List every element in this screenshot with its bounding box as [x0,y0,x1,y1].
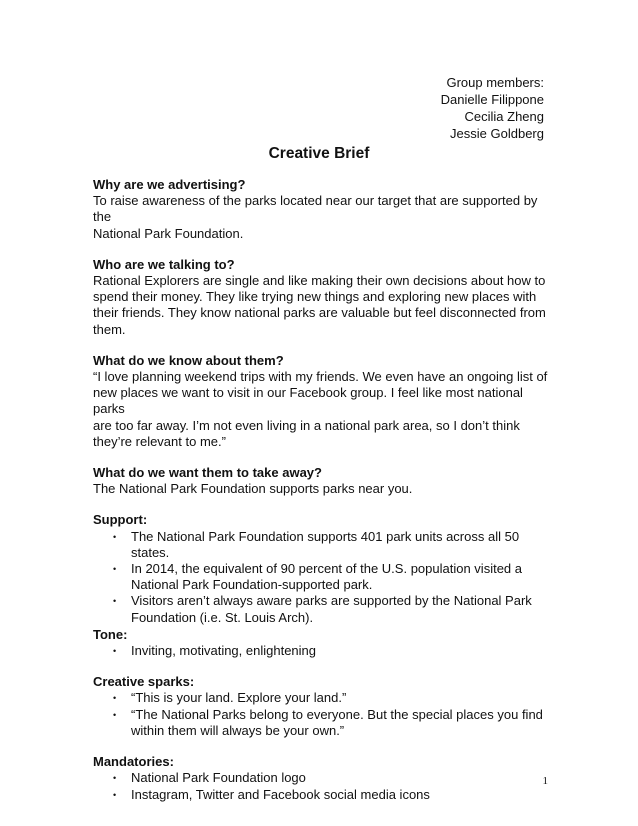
answer-line: To raise awareness of the parks located near our target that are supported by the [93,193,538,225]
list-item-line: “The National Parks belong to everyone. But the special places you find [131,706,543,722]
list-item-line: “This is your land. Explore your land.” [131,690,347,706]
bullet-icon: • [113,564,117,575]
list-item-line: Instagram, Twitter and Facebook social media icons [131,786,430,802]
document-title: Creative Brief [268,145,370,162]
list-item-line: Visitors aren’t always aware parks are supported by the National Park [131,593,532,609]
bullet-icon: • [113,596,117,607]
bullet-list [93,690,553,739]
bullet-icon: • [113,531,117,542]
bullet-icon: • [113,646,117,657]
list-item [93,770,553,786]
list-heading: Creative sparks: [93,674,195,690]
list-item [93,561,553,593]
bullet-icon: • [113,709,117,720]
section-question: What do we know about them? [93,352,284,368]
list-item-line: within them will always be your own.” [131,722,345,738]
list-item-line: Foundation (i.e. St. Louis Arch). [131,609,314,625]
answer-line: they’re relevant to me.” [93,433,226,449]
list-item-line: Inviting, motivating, enlightening [131,643,317,659]
list-heading: Support: [93,512,148,528]
bullet-list [93,770,553,802]
list-heading: Tone: [93,626,128,642]
section-support [93,512,553,625]
answer-line: The National Park Foundation supports parks near you. [93,481,413,497]
page-number: 1 [542,775,548,787]
member-name: Jessie Goldberg [450,126,544,141]
section-tone [93,627,553,659]
section-what-we-know [93,353,553,450]
list-item-line: In 2014, the equivalent of 90 percent of the U.S. population visited a [131,561,522,577]
list-item-line: National Park Foundation-supported park. [131,577,373,593]
answer-line: spend their money. They like trying new things and exploring new places with [93,289,537,305]
answer-line: them. [93,321,126,337]
bullet-icon: • [113,693,117,704]
bullet-list [93,643,553,659]
list-item-line: The National Park Foundation supports 401 park units across all 50 states. [131,528,520,560]
answer-line: Rational Explorers are single and like making their own decisions about how to [93,273,546,289]
answer-line: “I love planning weekend trips with my friends. We even have an ongoing list of [93,369,548,385]
list-item [93,529,553,561]
answer-line: their friends. They know national parks are valuable but feel disconnected from [93,305,546,321]
answer-line: new places we want to visit in our Facebook group. I feel like most national parks [93,385,523,417]
bullet-icon: • [113,789,117,800]
list-item [93,593,553,625]
document-body [93,177,553,818]
bullet-list [93,529,553,626]
list-item [93,787,553,803]
list-item [93,707,553,739]
member-name: Danielle Filippone [440,92,544,107]
answer-line: are too far away. I’m not even living in a national park area, so I don’t think [93,417,520,433]
list-heading: Mandatories: [93,754,174,770]
group-members [441,74,544,142]
group-members-heading: Group members: [446,75,544,90]
member-name: Cecilia Zheng [464,109,544,124]
answer-line: National Park Foundation. [93,225,244,241]
section-question: Who are we talking to? [93,256,235,272]
section-who-talking-to [93,257,553,338]
section-takeaway [93,465,553,497]
section-mandatories [93,754,553,803]
section-why-advertising [93,177,553,242]
bullet-icon: • [113,773,117,784]
section-creative-sparks [93,674,553,739]
section-question: Why are we advertising? [93,177,246,192]
list-item [93,690,553,706]
list-item-line: National Park Foundation logo [131,770,306,786]
section-question: What do we want them to take away? [93,465,322,481]
list-item [93,643,553,659]
